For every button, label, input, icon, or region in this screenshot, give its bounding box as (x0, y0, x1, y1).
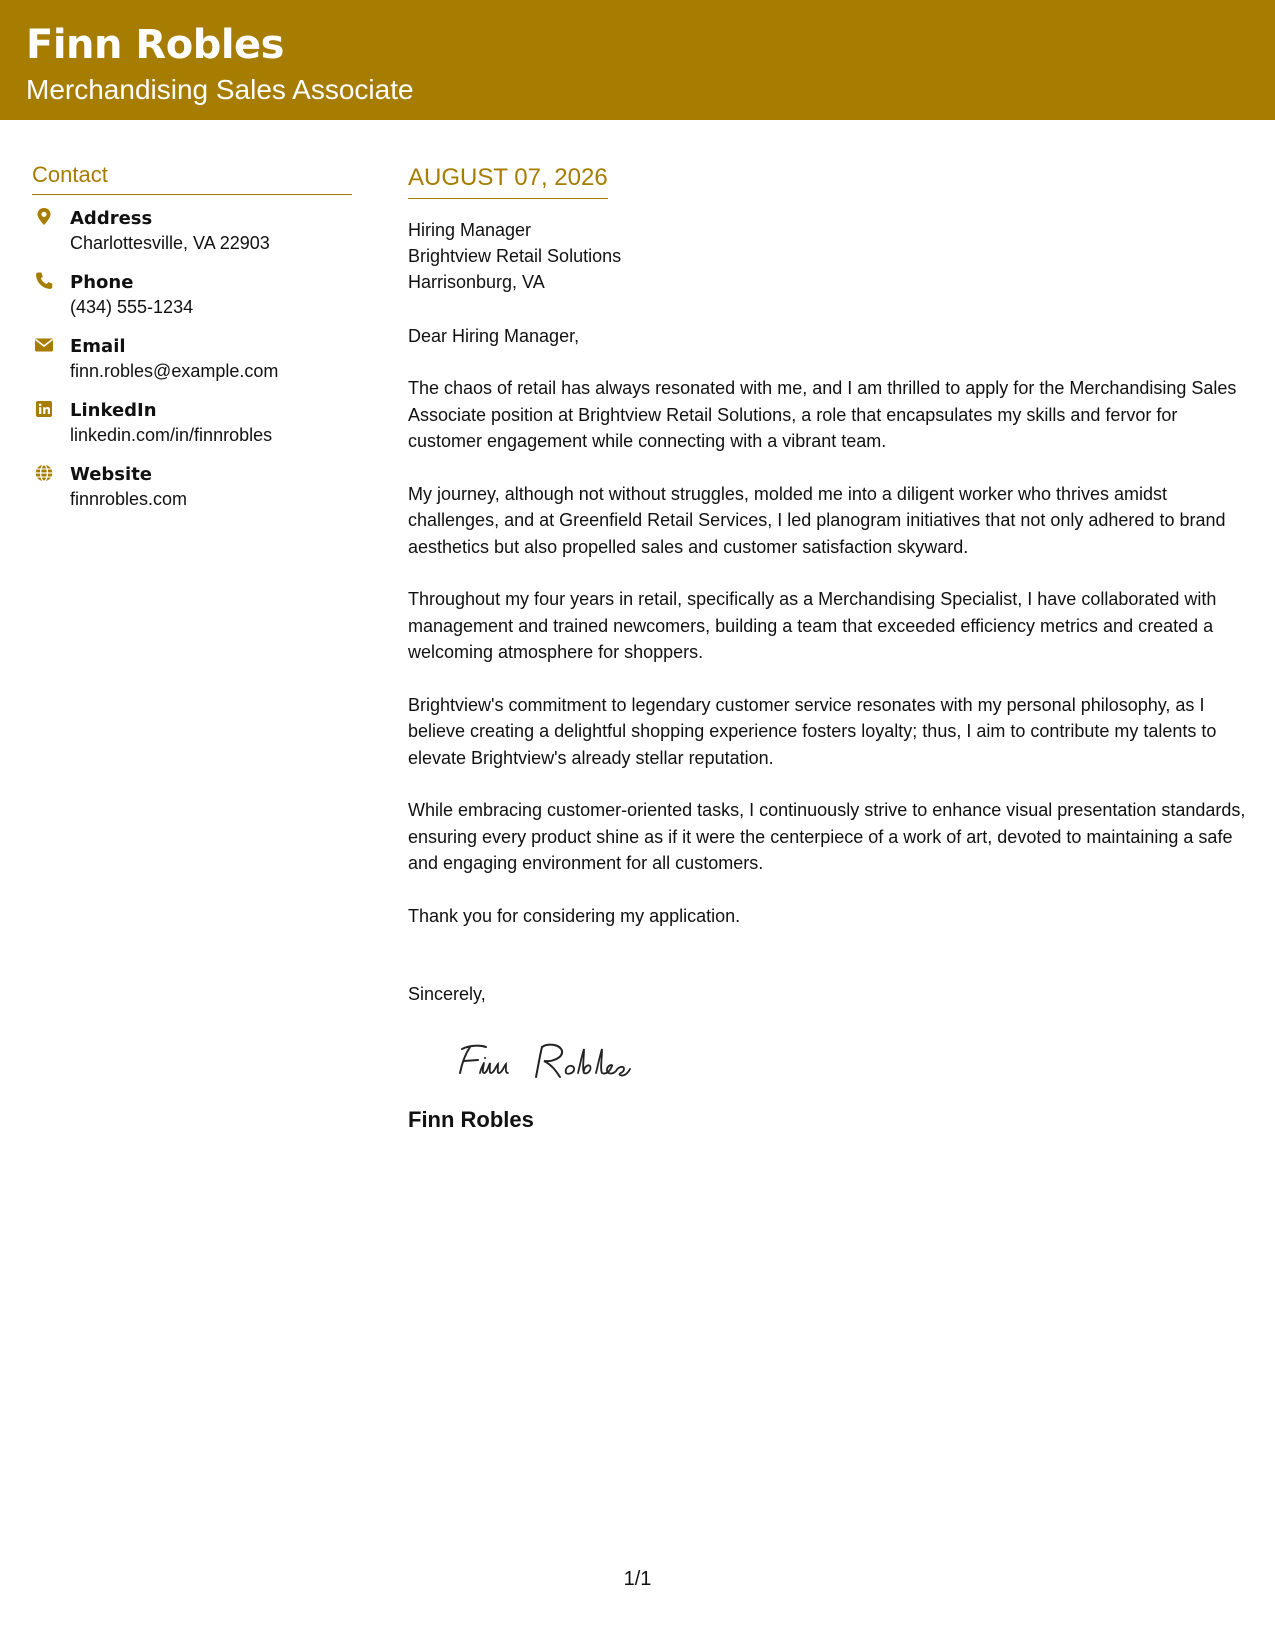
body-paragraph: The chaos of retail has always resonated with me, and I am thrilled to apply for the Merchandising Sales Associate position at Brightview Retail Solutions, a role that encapsulates my skills and fervor for customer engagement while connecting with a vibrant team. (408, 378, 1237, 451)
letter-date: AUGUST 07, 2026 (408, 164, 608, 199)
contact-value: Charlottesville, VA 22903 (70, 233, 270, 253)
applicant-name: Finn Robles (26, 22, 284, 68)
contact-label: Address (70, 208, 153, 229)
contact-label: Website (70, 464, 153, 485)
contact-website (32, 463, 352, 512)
handwritten-signature (448, 1033, 1248, 1093)
recipient-line: Harrisonburg, VA (408, 272, 545, 292)
contact-label: LinkedIn (70, 400, 157, 421)
body-paragraph: Throughout my four years in retail, specifically as a Merchandising Specialist, I have collaborated with management and trained newcomers, building a team that exceeded efficiency metrics and created a welcoming atmosphere for shoppers. (408, 589, 1217, 662)
globe-icon (34, 463, 54, 483)
recipient-line: Brightview Retail Solutions (408, 246, 622, 266)
map-pin-icon (34, 207, 54, 227)
contact-value: finnrobles.com (70, 489, 188, 509)
body-paragraph: My journey, although not without struggles, molded me into a diligent worker who thrives amidst challenges, and at Greenfield Retail Services, I led planogram initiatives that not only adhered to brand aesthetics but also propelled sales and customer satisfaction skyward. (408, 483, 1226, 557)
contact-value: (434) 555-1234 (70, 297, 194, 317)
contact-label: Phone (70, 272, 134, 293)
body-paragraph: Thank you for considering my application. (408, 905, 741, 926)
linkedin-icon (34, 399, 54, 419)
letter-body (408, 164, 1248, 1133)
recipient-line: Hiring Manager (408, 220, 532, 240)
recipient-block (408, 217, 1248, 295)
contact-value: linkedin.com/in/finnrobles (70, 425, 273, 445)
header-banner (0, 0, 1275, 120)
closing: Sincerely, (408, 984, 486, 1004)
contact-label: Email (70, 336, 126, 357)
signed-name: Finn Robles (408, 1107, 534, 1132)
contact-linkedin (32, 399, 352, 448)
contact-email (32, 335, 352, 384)
phone-icon (34, 271, 54, 291)
page-number: 1/1 (623, 1568, 652, 1590)
contact-sidebar (32, 162, 352, 527)
contact-phone (32, 271, 352, 320)
envelope-icon (34, 335, 54, 355)
salutation: Dear Hiring Manager, (408, 326, 580, 346)
contact-heading: Contact (32, 162, 352, 195)
contact-value: finn.robles@example.com (70, 361, 279, 381)
body-paragraph: Brightview's commitment to legendary customer service resonates with my personal philosophy, as I believe creating a delightful shopping experience fosters loyalty; thus, I aim to contribute my talents to elevate Brightview's already stellar reputation. (408, 694, 1217, 768)
contact-address (32, 207, 352, 256)
job-title: Merchandising Sales Associate (26, 74, 414, 105)
body-paragraph: While embracing customer-oriented tasks, I continuously strive to enhance visual presentation standards, ensuring every product shine as if it were the centerpiece of a work of art, devoted to maintaining a safe and engaging environment for all customers. (408, 800, 1246, 873)
